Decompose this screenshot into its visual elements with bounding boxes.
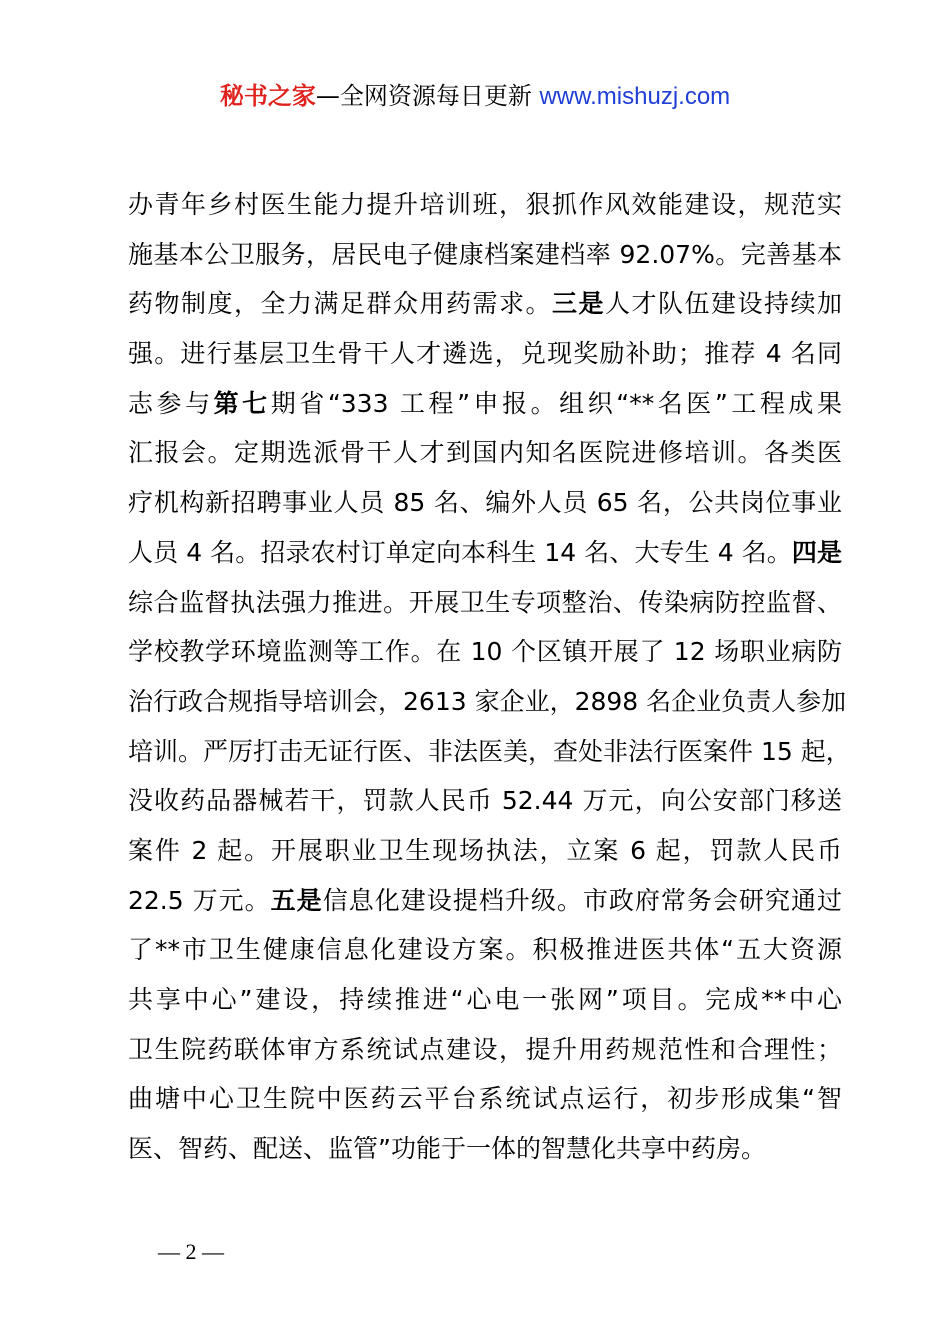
bold-keyword: 三是	[551, 289, 605, 319]
text-line	[128, 379, 842, 429]
text-segment: 没收药品器械若干，罚款人民币 52.44 万元，向公安部门移送	[128, 786, 842, 816]
text-line	[128, 776, 842, 826]
text-segment: 卫生院药联体审方系统试点建设，提升用药规范性和合理性；	[128, 1034, 842, 1064]
document-body	[128, 180, 851, 1174]
text-segment: 学校教学环境监测等工作。在 10 个区镇开展了 12 场职业病防	[128, 637, 842, 667]
brand-name: 秘书之家	[219, 82, 316, 110]
text-segment: 强。进行基层卫生骨干人才遴选，兑现奖励补助；推荐 4 名同	[128, 339, 842, 369]
bold-keyword: 四是	[791, 537, 842, 567]
text-segment: 案件 2 起。开展职业卫生现场执法，立案 6 起，罚款人民币	[128, 835, 842, 865]
text-segment: 办青年乡村医生能力提升培训班，狠抓作风效能建设，规范实	[128, 190, 842, 219]
text-line	[128, 478, 842, 528]
text-segment: 汇报会。定期选派骨干人才到国内知名医院进修培训。各类医	[128, 438, 842, 468]
text-line	[128, 528, 842, 578]
text-segment: 曲塘中心卫生院中医药云平台系统试点运行，初步形成集“智	[128, 1084, 842, 1114]
text-line	[128, 677, 847, 727]
bold-keyword: 五是	[270, 885, 323, 915]
text-segment: 施基本公卫服务，居民电子健康档案建档率 92.07%。完善基本	[128, 239, 842, 269]
page-header	[0, 78, 950, 115]
text-segment: 治行政合规指导培训会，2613 家企业，2898 名企业负责人参加	[128, 686, 847, 716]
text-segment: 了**市卫生健康信息化建设方案。积极推进医共体“五大资源	[128, 935, 842, 965]
text-segment: 共享中心”建设，持续推进“心电一张网”项目。完成**中心	[128, 985, 842, 1014]
text-line	[128, 1025, 842, 1075]
text-segment: 综合监督执法强力推进。开展卫生专项整治、传染病防控监督、	[128, 587, 842, 617]
text-line	[128, 230, 842, 280]
text-line	[128, 578, 842, 628]
text-line	[128, 279, 842, 329]
text-segment: 志参与	[128, 388, 214, 418]
text-segment: 培训。严厉打击无证行医、非法医美，查处非法行医案件 15 起，	[128, 736, 851, 766]
text-line	[128, 1074, 842, 1124]
text-line	[128, 727, 851, 777]
text-segment: 22.5 万元。	[128, 885, 271, 915]
text-line	[128, 826, 842, 876]
text-segment: 人员 4 名。招录农村订单定向本科生 14 名、大专生 4 名。	[128, 537, 792, 567]
text-line	[128, 975, 842, 1025]
page-number: — 2 —	[158, 1239, 224, 1264]
text-line	[128, 925, 842, 975]
bold-keyword: 第七	[213, 388, 271, 418]
text-segment: 人才队伍建设持续加	[604, 289, 842, 319]
text-segment: 药物制度，全力满足群众用药需求。	[128, 289, 552, 319]
text-line	[128, 627, 842, 677]
text-segment: 疗机构新招聘事业人员 85 名、编外人员 65 名，公共岗位事业	[128, 488, 842, 518]
text-segment: 信息化建设提档升级。市政府常务会研究通过	[322, 885, 842, 915]
text-segment: 医、智药、配送、监管”功能于一体的智慧化共享中药房。	[128, 1134, 766, 1164]
text-segment: 期省“333 工程”申报。组织“**名医”工程成果	[270, 388, 842, 418]
text-line	[128, 329, 842, 379]
text-line	[128, 180, 842, 230]
header-tagline: —全网资源每日更新	[315, 82, 540, 110]
text-line	[128, 876, 842, 926]
text-line	[128, 428, 842, 478]
site-url-link[interactable]: www.mishuzj.com	[539, 83, 731, 110]
text-line	[128, 1124, 842, 1174]
